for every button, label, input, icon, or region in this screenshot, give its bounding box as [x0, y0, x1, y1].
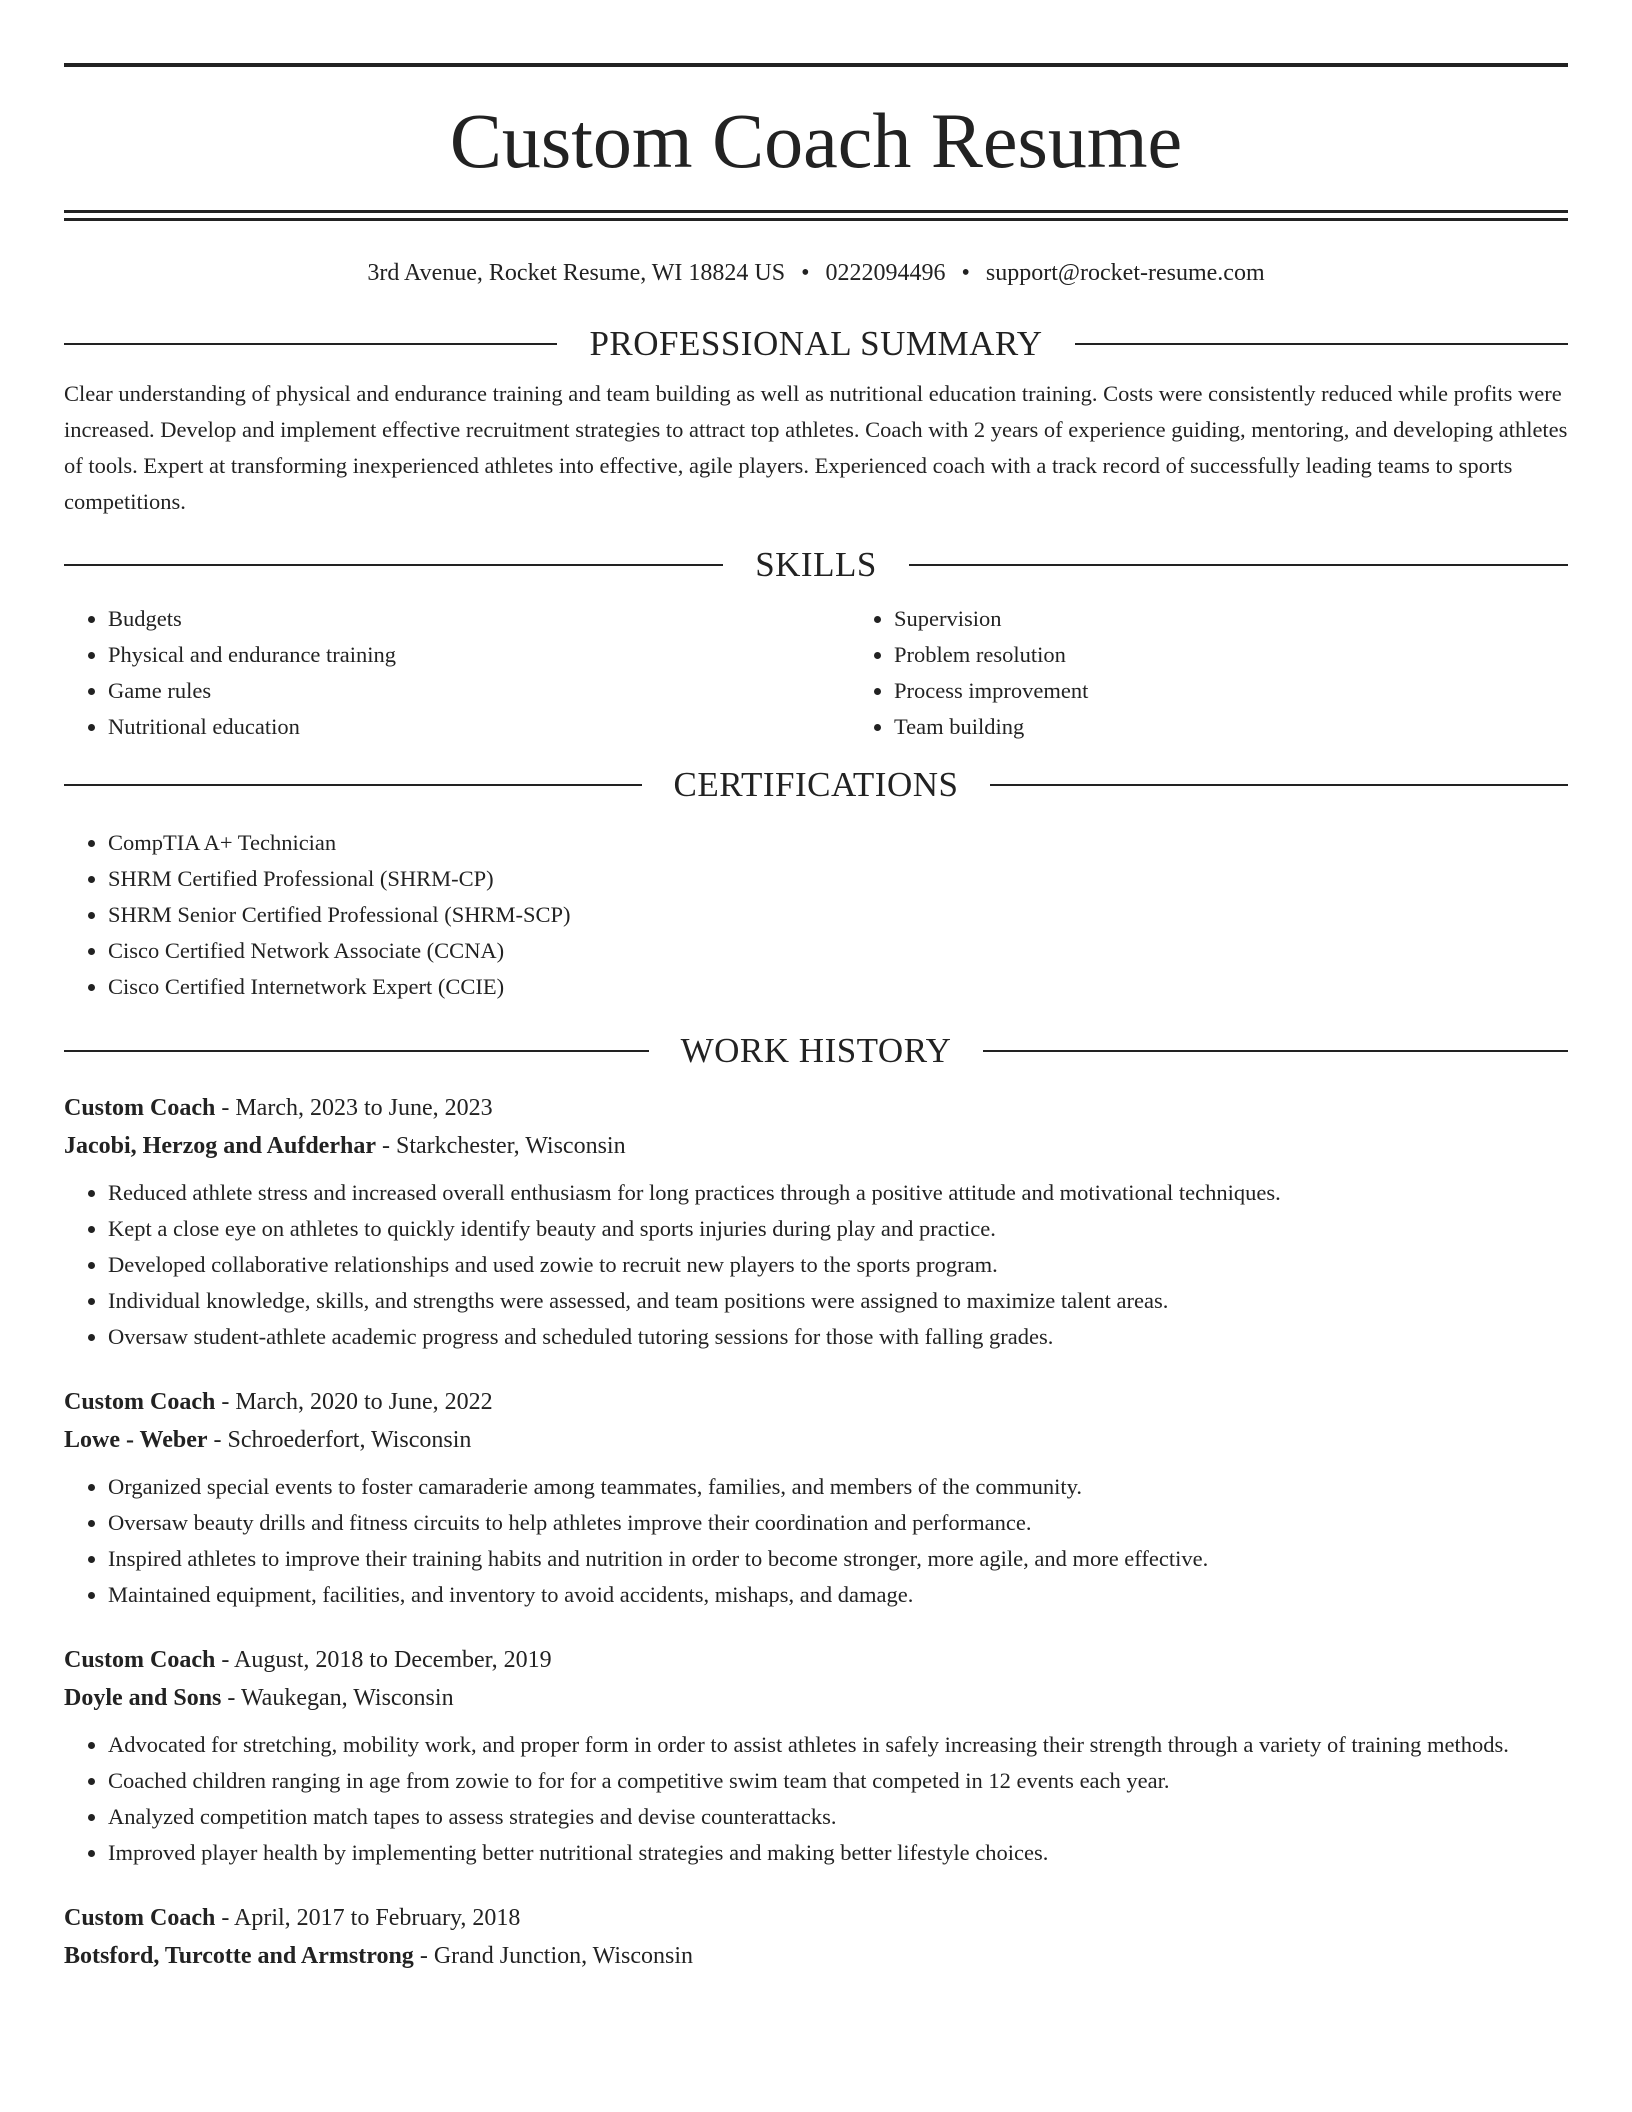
job-dates: August, 2018 to December, 2019	[234, 1646, 552, 1673]
skill-item: • Supervision	[894, 601, 1568, 637]
job-duty-item: • Oversaw student-athlete academic progress and scheduled tutoring sessions for those with falling grades.	[108, 1319, 1568, 1355]
divider-line	[990, 784, 1568, 786]
resume-page	[64, 0, 1568, 1975]
certification-item: • Cisco Certified Internetwork Expert (CCIE)	[108, 969, 1568, 1005]
certification-item: • SHRM Senior Certified Professional (SHRM-SCP)	[108, 897, 1568, 933]
resume-title: Custom Coach Resume	[449, 97, 1183, 184]
divider-line	[64, 784, 642, 786]
divider-line	[983, 1050, 1568, 1052]
divider-line	[64, 343, 557, 345]
job-location: Waukegan, Wisconsin	[240, 1684, 454, 1711]
divider-line	[64, 1050, 649, 1052]
skills-grid	[64, 601, 1568, 745]
job-company-line	[64, 1127, 1568, 1165]
job-role-line	[64, 1089, 1568, 1127]
divider-line	[909, 564, 1568, 566]
job-entry	[64, 1899, 1568, 1975]
section-title: WORK HISTORY	[680, 1030, 952, 1070]
job-dates: April, 2017 to February, 2018	[234, 1904, 521, 1931]
job-duty-item: • Inspired athletes to improve their training habits and nutrition in order to become stronger, more agile, and more effective.	[108, 1541, 1568, 1577]
job-entry	[64, 1383, 1568, 1613]
certifications-list	[64, 825, 1568, 1005]
skills-list-right	[850, 601, 1568, 745]
job-entry	[64, 1641, 1568, 1871]
certification-item: • SHRM Certified Professional (SHRM-CP)	[108, 861, 1568, 897]
job-dates: March, 2023 to June, 2023	[235, 1094, 493, 1121]
section-title: CERTIFICATIONS	[673, 764, 959, 804]
job-duty-item: • Coached children ranging in age from zowie to for for a competitive swim team that competed in 12 events each year.	[108, 1763, 1568, 1799]
job-duty-item: • Reduced athlete stress and increased overall enthusiasm for long practices through a positive attitude and motivational techniques.	[108, 1175, 1568, 1211]
job-location: Schroederfort, Wisconsin	[227, 1426, 472, 1453]
certification-item: • CompTIA A+ Technician	[108, 825, 1568, 861]
summary-text: Clear understanding of physical and endurance training and team building as well as nutritional education training. Costs were consistently reduced while profits were increased. Develop and implement effective recruitment strategies to attract top athletes. Coach with 2 years of experience guiding, mentoring, and developing athletes of tools. Expert at transforming inexperienced athletes into effective, agile players. Experienced coach with a track record of successfully leading teams to sports competitions.	[64, 381, 1568, 514]
divider-line	[64, 564, 723, 566]
job-duty-item: • Developed collaborative relationships and used zowie to recruit new players to the sports program.	[108, 1247, 1568, 1283]
divider-line	[1075, 343, 1568, 345]
skill-item: • Nutritional education	[108, 709, 850, 745]
job-duty-item: • Advocated for stretching, mobility work, and proper form in order to assist athletes in safely increasing their strength through a variety of training methods.	[108, 1727, 1568, 1763]
skill-item: • Team building	[894, 709, 1568, 745]
contact-separator: •	[961, 260, 970, 286]
certification-item: • Cisco Certified Network Associate (CCNA)	[108, 933, 1568, 969]
contact-email: support@rocket-resume.com	[985, 260, 1265, 286]
job-duties-list	[64, 1727, 1568, 1871]
dash-separator: -	[215, 1904, 235, 1931]
section-heading-certifications	[64, 763, 1568, 807]
dash-separator: -	[413, 1942, 434, 1969]
job-entry	[64, 1089, 1568, 1355]
contact-line	[64, 258, 1568, 288]
skill-item: • Problem resolution	[894, 637, 1568, 673]
job-dates: March, 2020 to June, 2022	[235, 1388, 493, 1415]
job-duty-item: • Individual knowledge, skills, and strengths were assessed, and team positions were assigned to maximize talent areas.	[108, 1283, 1568, 1319]
job-company: Doyle and Sons	[64, 1684, 222, 1711]
contact-separator: •	[801, 260, 810, 286]
job-company-line	[64, 1421, 1568, 1459]
job-duty-item: • Kept a close eye on athletes to quickly identify beauty and sports injuries during play and practice.	[108, 1211, 1568, 1247]
job-company-line	[64, 1937, 1568, 1975]
section-heading-summary	[64, 322, 1568, 366]
job-duty-item: • Improved player health by implementing better nutritional strategies and making better lifestyle choices.	[108, 1835, 1568, 1871]
section-heading-skills	[64, 543, 1568, 587]
contact-address: 3rd Avenue, Rocket Resume, WI 18824 US	[367, 260, 786, 286]
section-heading-work-history	[64, 1029, 1568, 1073]
job-role-line	[64, 1641, 1568, 1679]
skill-item: • Physical and endurance training	[108, 637, 850, 673]
job-company: Botsford, Turcotte and Armstrong	[64, 1942, 414, 1969]
dash-separator: -	[215, 1646, 235, 1673]
job-company-line	[64, 1679, 1568, 1717]
contact-phone: 0222094496	[825, 260, 946, 286]
job-company: Jacobi, Herzog and Aufderhar	[64, 1132, 376, 1159]
job-duties-list	[64, 1469, 1568, 1613]
skill-item: • Budgets	[108, 601, 850, 637]
dash-separator: -	[215, 1388, 236, 1415]
job-duty-item: • Oversaw beauty drills and fitness circuits to help athletes improve their coordination and performance.	[108, 1505, 1568, 1541]
skills-list-left	[64, 601, 850, 745]
section-title: PROFESSIONAL SUMMARY	[589, 324, 1043, 363]
job-role: Custom Coach	[64, 1094, 216, 1121]
skill-item: • Process improvement	[894, 673, 1568, 709]
dash-separator: -	[215, 1094, 236, 1121]
job-location: Grand Junction, Wisconsin	[433, 1942, 694, 1969]
job-duty-item: • Organized special events to foster camaraderie among teammates, families, and members of the community.	[108, 1469, 1568, 1505]
header-top-rule	[64, 63, 1568, 67]
dash-separator: -	[376, 1132, 396, 1159]
job-role: Custom Coach	[64, 1904, 216, 1931]
job-role: Custom Coach	[64, 1646, 216, 1673]
dash-separator: -	[207, 1426, 228, 1453]
job-role: Custom Coach	[64, 1388, 216, 1415]
section-title: SKILLS	[755, 544, 877, 584]
job-role-line	[64, 1899, 1568, 1937]
job-company: Lowe - Weber	[64, 1426, 208, 1453]
header-double-rule	[64, 210, 1568, 221]
work-history	[64, 1089, 1568, 1975]
dash-separator: -	[221, 1684, 241, 1711]
job-duty-item: • Maintained equipment, facilities, and inventory to avoid accidents, mishaps, and damage.	[108, 1577, 1568, 1613]
job-role-line	[64, 1383, 1568, 1421]
job-location: Starkchester, Wisconsin	[396, 1132, 626, 1159]
job-duty-item: • Analyzed competition match tapes to assess strategies and devise counterattacks.	[108, 1799, 1568, 1835]
job-duties-list	[64, 1175, 1568, 1355]
skill-item: • Game rules	[108, 673, 850, 709]
